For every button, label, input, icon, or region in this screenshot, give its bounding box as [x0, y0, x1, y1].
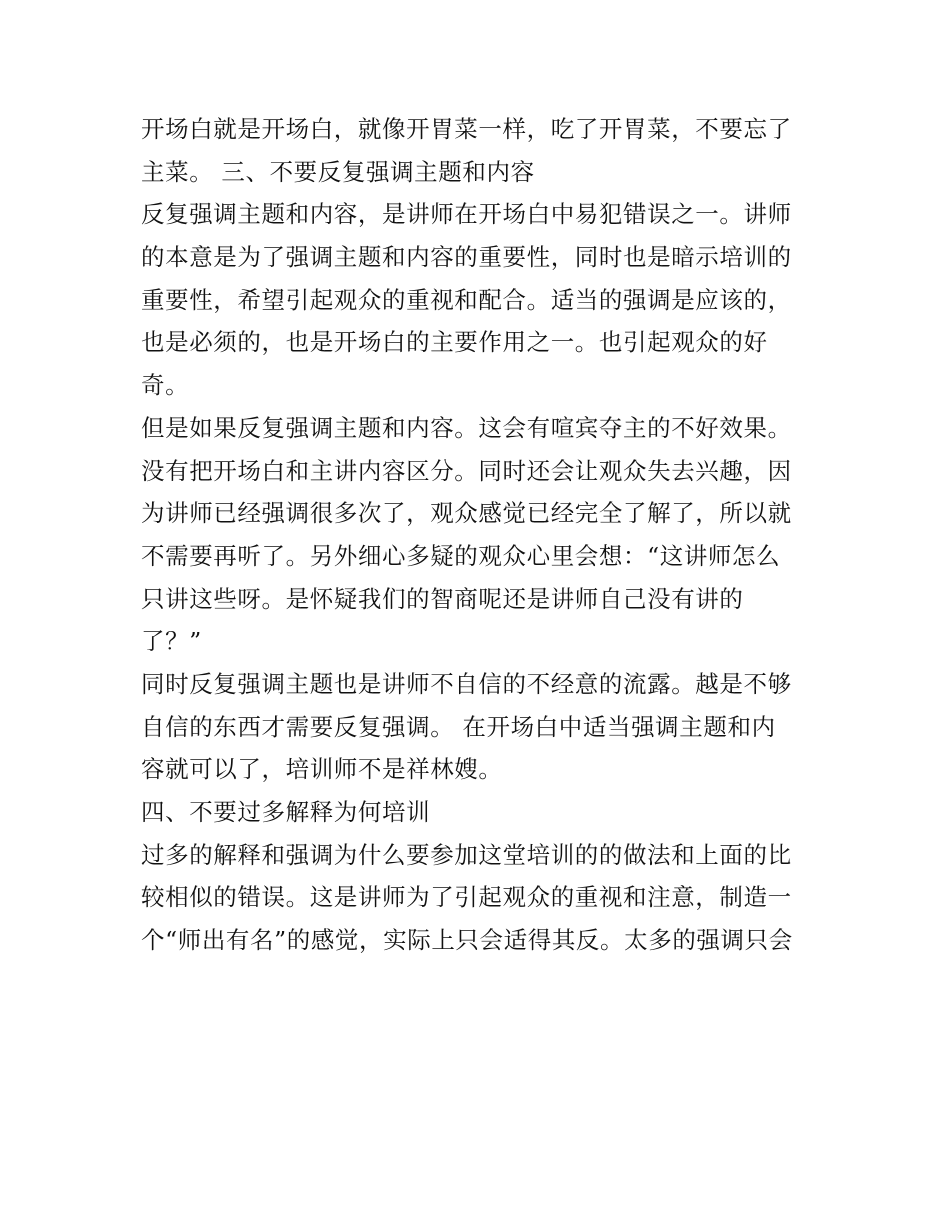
- text-line: 奇。: [141, 371, 190, 400]
- section-heading: 四、不要过多解释为何培训: [141, 798, 431, 826]
- text-line: 较相似的错误。这是讲师为了引起观众的重视和注意，制造一: [141, 883, 792, 912]
- document-body: [141, 108, 813, 962]
- text-line: 自信的东西才需要反复强调。 在开场白中适当强调主题和内: [141, 712, 776, 741]
- text-line: 开场白就是开场白，就像开胃菜一样，吃了开胃菜，不要忘了: [141, 115, 792, 143]
- text-line: 过多的解释和强调为什么要参加这堂培训的的做法和上面的比: [141, 840, 792, 869]
- text-line: 为讲师已经强调很多次了，观众感觉已经完全了解了，所以就: [141, 499, 792, 528]
- text-line: 也是必须的，也是开场白的主要作用之一。也引起观众的好: [141, 328, 768, 357]
- text-line: 反复强调主题和内容，是讲师在开场白中易犯错误之一。讲师: [141, 200, 792, 229]
- text-line: 了？”: [141, 627, 202, 656]
- text-line: 容就可以了，培训师不是祥林嫂。: [141, 755, 503, 784]
- text-line: 只讲这些呀。是怀疑我们的智商呢还是讲师自己没有讲的: [141, 584, 744, 613]
- text-line: 重要性，希望引起观众的重视和配合。适当的强调是应该的，: [141, 285, 792, 314]
- text-line: 但是如果反复强调主题和内容。这会有喧宾夺主的不好效果。: [141, 413, 792, 442]
- text-line: 的本意是为了强调主题和内容的重要性，同时也是暗示培训的: [141, 243, 792, 272]
- text-line: 没有把开场白和主讲内容区分。同时还会让观众失去兴趣，因: [141, 456, 792, 485]
- text-line: 主菜。 三、不要反复强调主题和内容: [141, 157, 535, 186]
- text-line: 不需要再听了。另外细心多疑的观众心里会想：“这讲师怎么: [141, 541, 781, 570]
- text-line: 同时反复强调主题也是讲师不自信的不经意的流露。越是不够: [141, 669, 792, 698]
- text-line: 个“师出有名”的感觉，实际上只会适得其反。太多的强调只会: [141, 926, 793, 955]
